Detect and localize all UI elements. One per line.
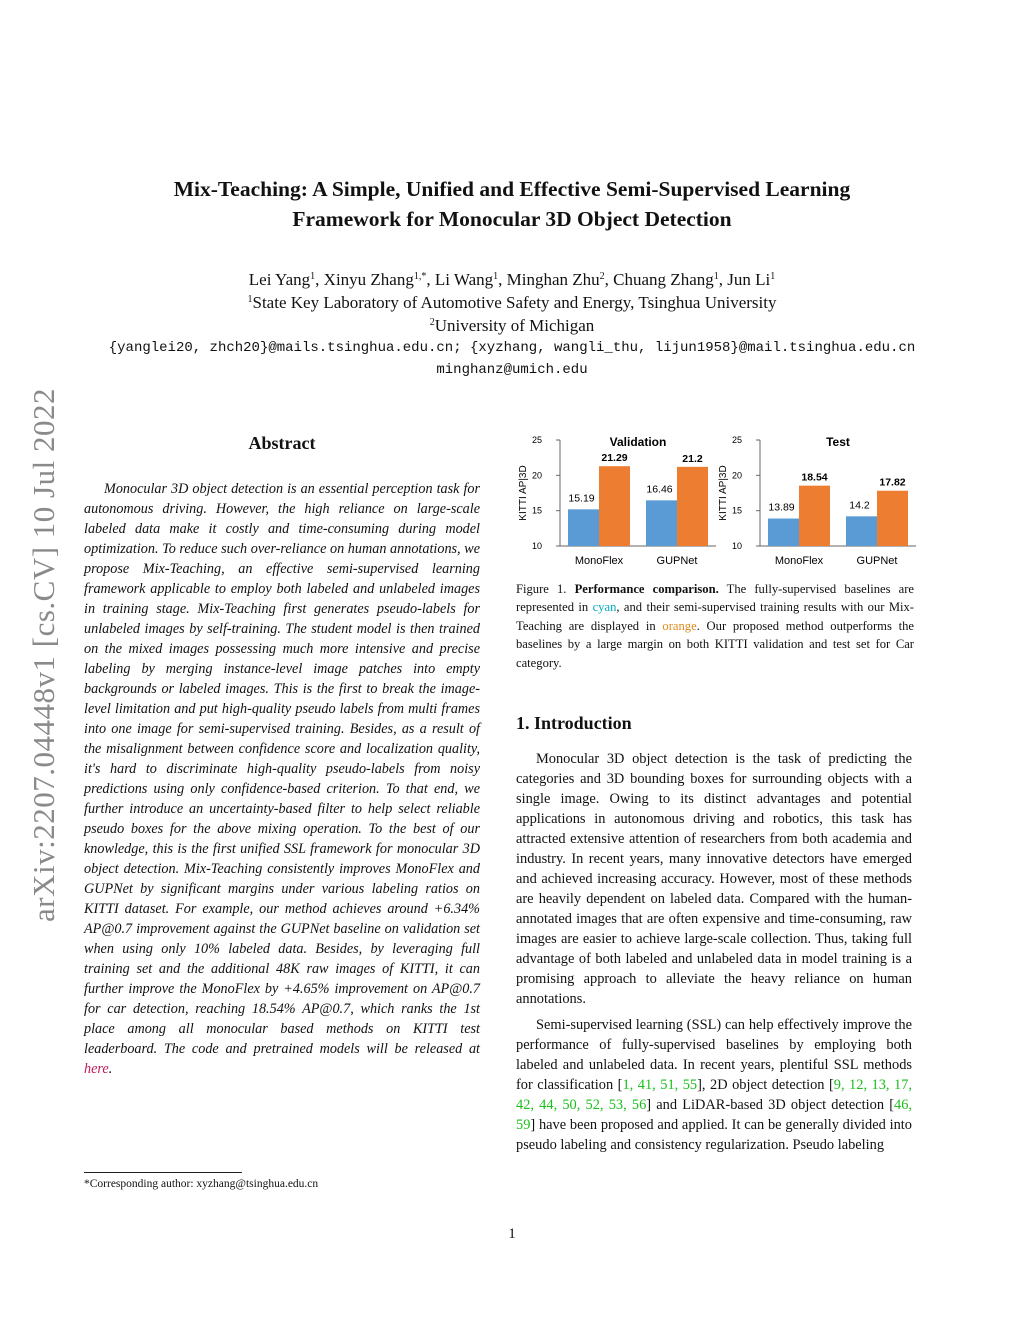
data-label: 18.54	[801, 471, 828, 484]
email-line-2: minghanz@umich.edu	[436, 362, 588, 378]
bar	[768, 519, 799, 546]
x-tick-label: GUPNet	[656, 555, 698, 567]
bar	[646, 500, 677, 546]
y-tick-label: 20	[531, 470, 542, 481]
author-list: Lei Yang$^1$, Xinyu Zhang$^{1,*}$, Li Wang$^1$, Minghan Zhu$^2$, Chuang Zhang$^1$, Jun Li$^1$	[248, 270, 776, 289]
citation-link[interactable]: 9, 12, 13, 17, 42, 44, 50, 52, 53, 56	[516, 1077, 912, 1113]
bar	[877, 491, 908, 546]
y-tick-label: 10	[531, 541, 542, 551]
y-tick-label: 10	[731, 541, 742, 551]
x-tick-label: MonoFlex	[774, 555, 824, 567]
intro-paragraph-2: Semi-supervised learning (SSL) can help effectively improve the performance of fully-supervised baselines by employing both labeled and unlabeled data. In recent years, plentiful SSL methods for classification [1, 41, 51, 55], 2D object detection [9, 12, 13, 17, 42, 44, 50, 52, 53, 56] and LiDAR-based 3D object detection [46, 59] have been proposed and applied. It can be generally divided into pseudo labeling and consistency regularization. Pseudo labeling	[516, 1017, 912, 1153]
figure-1-charts	[514, 428, 916, 572]
citation-link[interactable]: 1, 41, 51, 55	[622, 1077, 698, 1093]
affiliation-1: $^1$State Key Laboratory of Automotive Safety and Energy, Tsinghua University	[247, 293, 777, 312]
bar	[599, 466, 630, 546]
footnote-rule	[84, 1172, 242, 1173]
y-tick-label: 15	[531, 505, 542, 516]
data-label: 15.19	[568, 492, 595, 505]
title-line-1: Mix-Teaching: A Simple, Unified and Effective Semi-Supervised Learning	[173, 177, 851, 201]
author-block	[80, 268, 944, 381]
bar	[677, 467, 708, 546]
code-link[interactable]: here	[84, 1061, 109, 1077]
chart-title: Test	[826, 435, 850, 449]
figure-caption: Figure 1. Performance comparison. The fully-supervised baselines are represented in cyan, and their semi-supervised training results with our Mix-Teaching are displayed in orange. Our proposed method outperforms the baselines by a large margin on both KITTI validation and test set for Car category.	[516, 582, 915, 670]
intro-paragraph-1: Monocular 3D object detection is the task of predicting the categories and 3D bounding boxes for surrounding objects with a single image. Owing to its distinct advantages and potential applications in autonomous driving and robotics, this task has attracted extensive attention of researchers from both academia and industry. In recent years, many innovative detectors have emerged and achieved increasing accuracy. However, most of these methods are heavily dependent on labeled data. Compared with the human-annotated images that are often expensive and time-consuming, raw images are easier to achieve large-scale collection. Thus, taking full advantage of both labeled and unlabeled data in model training is a promising approach to alleviate the heavy reliance on human annotations.	[516, 751, 912, 1007]
y-axis-label: KITTI AP|3D	[718, 465, 729, 521]
paper-title	[80, 174, 944, 234]
chart-title: Validation	[609, 435, 667, 449]
bar	[799, 486, 830, 546]
x-tick-label: MonoFlex	[574, 555, 624, 567]
data-label: 13.89	[768, 501, 795, 514]
introduction-body	[516, 749, 912, 1161]
arxiv-stamp: arXiv:2207.04448v1 [cs.CV] 10 Jul 2022	[26, 388, 61, 922]
email-line-1: {yanglei20, zhch20}@mails.tsinghua.edu.cn; {xyzhang, wangli_thu, lijun1958}@mail.tsinghua.edu.cn	[108, 340, 916, 356]
footnote: *Corresponding author: xyzhang@tsinghua.edu.cn	[84, 1178, 319, 1190]
page-number: 1	[508, 1226, 516, 1242]
data-label: 17.82	[879, 476, 906, 489]
data-label: 21.29	[601, 452, 628, 465]
data-label: 21.2	[682, 452, 703, 465]
title-line-2: Framework for Monocular 3D Object Detection	[292, 207, 732, 231]
x-tick-label: GUPNet	[856, 555, 898, 567]
affiliation-2: $^2$University of Michigan	[429, 316, 595, 335]
data-label: 14.2	[849, 499, 870, 512]
bar	[846, 516, 877, 546]
abstract-body: Monocular 3D object detection is an essential perception task for autonomous driving. However, the high reliance on large-scale labeled data make it costly and time-consuming during model optimization. To reduce such over-reliance on human annotations, we propose Mix-Teaching, an effective semi-supervised learning framework applicable to employ both labeled and unlabeled images in training stage. Mix-Teaching first generates pseudo-labels for unlabeled images by self-training. The student model is then trained on the mixed images possessing much more intensive and precise labeling by merging instance-level image patches into empty backgrounds or labeled images. This is the first to break the image-level limitation and put high-quality pseudo labels from multi frames into one image for semi-supervised training. Besides, as a result of the misalignment between confidence score and localization quality, it's hard to discriminate high-quality pseudo-labels from noisy predictions using only confidence-based criterion. To that end, we further introduce an uncertainty-based filter to help select reliable pseudo boxes for the above mixing operation. To the best of our knowledge, this is the first unified SSL framework for monocular 3D object detection. Mix-Teaching consistently improves MonoFlex and GUPNet by significant margins under various labeling ratios on KITTI dataset. For example, our method achieves around +6.34% AP@0.7 improvement against the GUPNet baseline on validation set when using only 10% labeled data. Besides, by leveraging full training set and the additional 48K raw images of KITTI, it can further improve the MonoFlex by +4.65% improvement on AP@0.7 for car detection, reaching 18.54% AP@0.7, which ranks the 1st place among all monocular based methods on KITTI test leaderboard. The code and pretrained models will be released at here.	[84, 481, 480, 1077]
y-tick-label: 25	[731, 435, 742, 445]
section-heading-introduction: 1. Introduction	[516, 713, 632, 733]
bar	[568, 509, 599, 546]
data-label: 16.46	[646, 483, 673, 496]
y-tick-label: 25	[531, 435, 542, 445]
citation-link[interactable]: 46, 59	[516, 1097, 912, 1133]
abstract-heading: Abstract	[248, 433, 316, 453]
y-tick-label: 20	[731, 470, 742, 481]
y-tick-label: 15	[731, 505, 742, 516]
y-axis-label: KITTI AP|3D	[518, 465, 529, 521]
